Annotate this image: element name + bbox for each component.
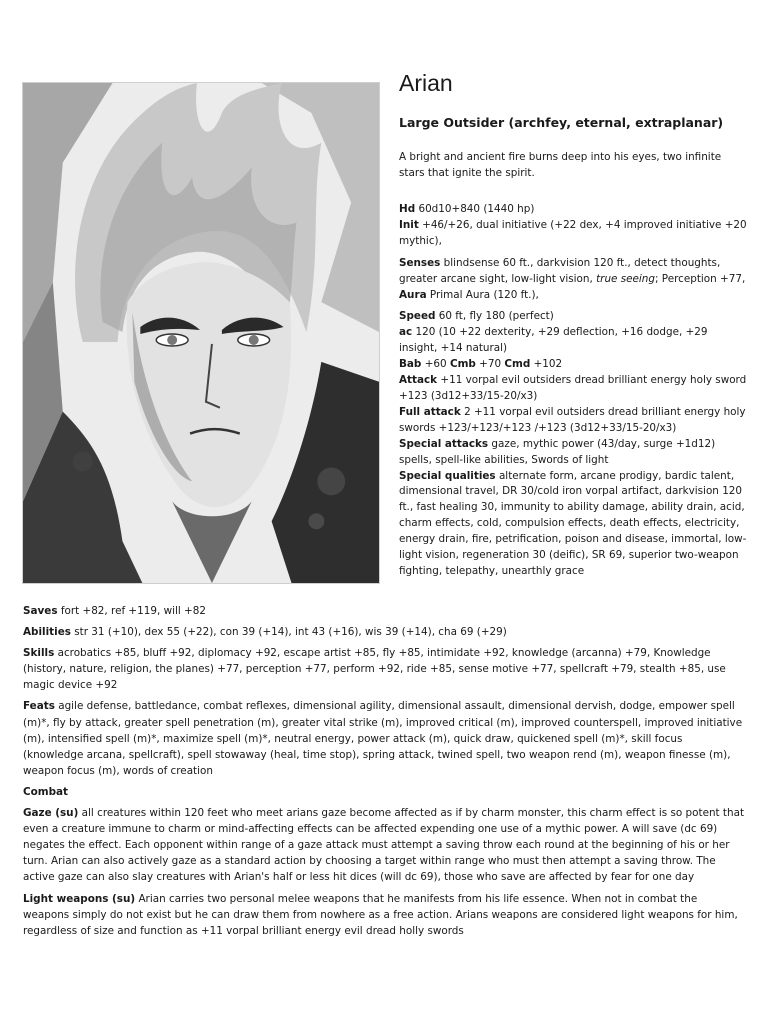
stat-attack-label: Attack [399, 374, 438, 387]
stat-feats-value: agile defense, battledance, combat reflexes, dimensional agility, dimensional assault, dimensional dervish, dodge, empower spell (m)*, fly by attack, greater spell penetration (m), greater vital strike (m), improved critical (m), improved counterspell, improved initiative (m), intensified spell (m)*, maximize spell (m)*, neutral energy, power attack (m), quick draw, quickened spell (m)*, skill focus (knowledge arcana, spellcraft), spell stowaway (heal, time stop), spring attack, twined spell, two weapon rend (m), weapon finesse (m), weapon focus (m), words of creation [23, 700, 743, 777]
stat-saves-label: Saves [23, 605, 58, 617]
statblock-body [23, 603, 745, 944]
stat-senses-value-b: ; Perception +77, [655, 272, 746, 285]
stat-bab-label: Bab [399, 358, 422, 371]
statblock-stats [399, 202, 749, 580]
stat-special-attacks-value: gaze, mythic power (43/day, surge +1d12) spells, spell-like abilities, Swords of light [399, 437, 716, 466]
stat-feats [23, 698, 745, 778]
stat-skills-value: acrobatics +85, bluff +92, diplomacy +92, escape artist +85, fly +85, intimidate +92, knowledge (arcanna) +79, Knowledge (history, nature, religion, the planes) +77, perception +77, perform +92, ride +85, sense motive +77, spellcraft +79, stealth +85, use magic device +92 [23, 647, 726, 692]
statblock-header [399, 68, 749, 586]
stat-hd [399, 202, 749, 218]
stat-speed-value: 60 ft, fly 180 (perfect) [438, 310, 554, 323]
creature-flavor-text: A bright and ancient fire burns deep into his eyes, two infinite stars that ignite the spirit. [399, 151, 722, 179]
stat-init-label: Init [399, 218, 419, 231]
stat-cmd-label: Cmd [504, 358, 531, 371]
ability-gaze-label: Gaze (su) [23, 807, 79, 820]
stat-senses-value-italic: true seeing [596, 272, 655, 285]
stat-aura-value: Primal Aura (120 ft.), [429, 288, 539, 301]
stat-special-qualities [399, 469, 749, 580]
stat-skills-label: Skills [23, 647, 55, 660]
portrait-illustration [23, 83, 379, 583]
stat-speed [399, 309, 749, 325]
stat-special-qualities-label: Special qualities [399, 469, 496, 482]
ability-gaze [23, 805, 745, 885]
stat-hd-value: 60d10+840 (1440 hp) [418, 203, 535, 215]
stat-ac-label: ac [399, 326, 413, 339]
stat-special-qualities-value: alternate form, arcane prodigy, bardic talent, dimensional travel, DR 30/cold iron vorpal artifact, darkvision 120 ft., fast healing 30, immunity to ability damage, ability drain, acid, charm effects, cold, compulsion effects, death effects, electricity, energy drain, fire, petrification, poison and disease, immortal, low-light vision, regeneration 30 (deific), SR 69, superior two-weapon fighting, telepathy, unearthly grace [399, 469, 747, 577]
creature-name: Arian [399, 70, 453, 96]
stat-abilities-value: str 31 (+10), dex 55 (+22), con 39 (+14), int 43 (+16), wis 39 (+14), cha 69 (+29) [74, 626, 507, 639]
stat-attack-value: +11 vorpal evil outsiders dread brilliant energy holy sword +123 (3d12+33/15-20/x3) [399, 374, 747, 402]
stat-attack [399, 373, 749, 405]
stat-senses [399, 256, 749, 288]
character-portrait [22, 82, 380, 584]
ability-gaze-text: all creatures within 120 feet who meet arians gaze become affected as if by charm monster, this charm effect is so potent that even a creature immune to charm or mind-affecting effects can be affected expending one use of a mythic power. A will save (dc 69) negates the effect. Each opponent within range of a gaze attack must attempt a saving throw each round at the beginning of his or her turn. Arian can also actively gaze as a standard action by choosing a target within range who must then attempt a saving throw. The active gaze can also slay creatures with Arian's half or less hit dices (will dc 69), those who save are affected by fear for one day [23, 807, 745, 884]
stat-hd-label: Hd [399, 203, 416, 215]
stats-group-offense [399, 309, 749, 579]
ability-light-weapons [23, 891, 745, 939]
stat-saves [23, 603, 745, 619]
stat-special-attacks-label: Special attacks [399, 437, 489, 450]
combat-heading [23, 784, 745, 800]
stat-feats-label: Feats [23, 700, 55, 713]
stat-saves-value: fort +82, ref +119, will +82 [60, 605, 206, 617]
combat-heading-text: Combat [23, 785, 69, 798]
ability-light-weapons-text: Arian carries two personal melee weapons that he manifests from his life essence. When not in combat the weapons simply do not exist but he can draw them from nowhere as a free action. Arians weapons are considered light weapons for him, regardless of size and function as +11 vorpal brilliant energy evil dread holly swords [23, 892, 738, 937]
stat-ac-value: 120 (10 +22 dexterity, +29 deflection, +16 dodge, +29 insight, +14 natural) [399, 326, 708, 355]
stat-cmb-value: +70 [479, 358, 502, 371]
ability-light-weapons-label: Light weapons (su) [23, 892, 136, 905]
stat-ac [399, 325, 749, 357]
stat-abilities-label: Abilities [23, 626, 71, 639]
stat-full-attack [399, 405, 749, 437]
stat-abilities [23, 624, 745, 640]
stat-bab-value: +60 [424, 358, 447, 371]
stat-cmd-value: +102 [533, 358, 563, 371]
stat-full-attack-value: 2 +11 vorpal evil outsiders dread brilliant energy holy swords +123/+123/+123 /+123 (3d12+33/15-20/x3) [399, 405, 746, 434]
stat-aura-label: Aura [399, 288, 427, 301]
stat-bab [399, 357, 749, 373]
stat-init [399, 218, 749, 250]
stat-speed-label: Speed [399, 310, 436, 323]
creature-type-line: Large Outsider (archfey, eternal, extraplanar) [399, 115, 724, 130]
stats-group-defense-basics [399, 202, 749, 250]
stat-senses-value-a: blindsense 60 ft., darkvision 120 ft., detect thoughts, greater arcane sight, low-light vision, [399, 256, 721, 285]
stat-skills [23, 645, 745, 693]
stat-init-value: +46/+26, dual initiative (+22 dex, +4 improved initiative +20 mythic), [399, 218, 747, 247]
stats-group-senses [399, 256, 749, 304]
stat-cmb-label: Cmb [449, 358, 476, 371]
stat-senses-label: Senses [399, 256, 441, 269]
stat-aura [399, 288, 749, 304]
stat-full-attack-label: Full attack [399, 405, 461, 418]
stat-special-attacks [399, 437, 749, 469]
